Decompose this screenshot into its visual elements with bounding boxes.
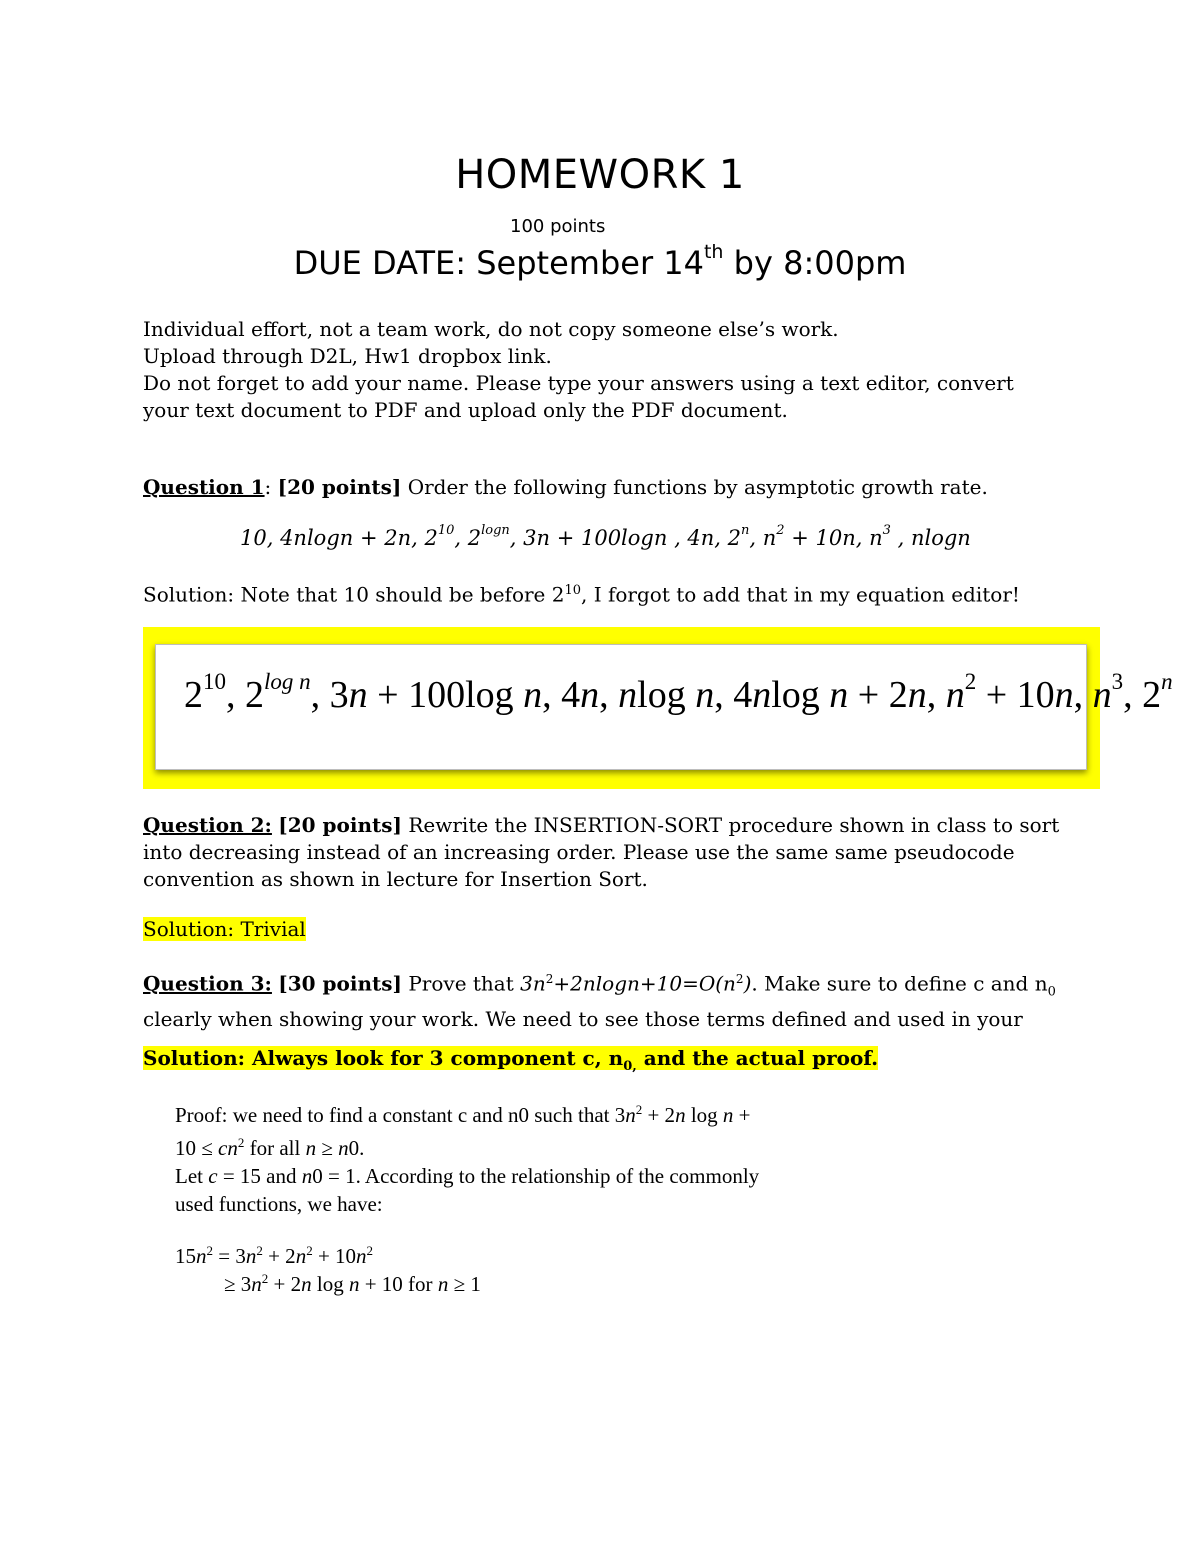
question-label: Question 1 [143, 475, 265, 499]
proof-line: $10 \le cn^2$ for all n ≥ n0. [175, 1135, 365, 1160]
question-points: [20 points] [277, 475, 402, 499]
question-points: [20 points] [278, 813, 402, 837]
document-title: HOMEWORK 1 [455, 152, 745, 198]
proof-line: used functions, we have: [175, 1192, 383, 1216]
question-1-solution-note: Solution: Note that 10 should be before $2^{10}$, I forgot to add that in my equation editor! [143, 582, 1020, 607]
question-3: Question 3: [30 points] Prove that $3n^2+2nlogn+10=O(n^2)$. Make sure to define c and $n_0$ clearly when showing your work. We need to see those terms defined and used in your [143, 971, 1056, 1031]
total-points: 100 points [510, 216, 606, 237]
question-label: Question 2: [143, 813, 272, 837]
question-points: [30 points] [278, 971, 402, 996]
question-2-solution: Solution: Trivial [143, 917, 306, 941]
answer-equation: $2^{10}$, $2^{log n}$, 3n + 100log n, 4n, nlog n, 4nlog n + 2n, $n^2 + 10n$, $n^3$, 2$^n$ [184, 669, 1173, 716]
instructions [143, 316, 1063, 424]
instruction-line: Individual effort, not a team work, do not copy someone else’s work. [143, 317, 839, 341]
question-text: Rewrite the INSERTION-SORT procedure shown in class to sort into decreasing instead of an increasing order. Please use the same same pseudocode convention as shown in lecture for Insertion Sort. [143, 813, 1060, 891]
question-label: Question 3: [143, 971, 272, 996]
question-3-solution: Solution: Always look for 3 component c, $n_{0,}$ and the actual proof. [143, 1046, 879, 1074]
proof-line: Proof: we need to find a constant c and n0 such that $3n^2 + 2n$ log n + [175, 1102, 751, 1127]
proof-line: Let c = 15 and n0 = 1. According to the relationship of the commonly [175, 1164, 760, 1188]
question-1: Question 1: [20 points] Order the following functions by asymptotic growth rate. [143, 475, 988, 499]
function-list: 10, 4nlogn + 2n, $2^{10}$, $2^{logn}$, 3n + 100logn , 4n, 2$^n$, $n^2 + 10n$, $n^3$ , nlogn [240, 523, 971, 550]
proof-equation-1: $15n^2 = 3n^2 + 2n^2 + 10n^2$ [175, 1243, 374, 1268]
instruction-line: Upload through D2L, Hw1 dropbox link. [143, 344, 552, 368]
proof-text [175, 1096, 895, 1218]
due-date: DUE DATE: September 14th by 8:00pm [293, 241, 907, 282]
answer-image [155, 644, 1173, 770]
question-2 [143, 812, 1063, 893]
question-text: Order the following functions by asymptotic growth rate. [401, 475, 988, 499]
proof-equation-2: ≥ $3n^2 + 2n$ log n + 10 for n ≥ 1 [224, 1271, 481, 1296]
instruction-line: Do not forget to add your name. Please type your answers using a text editor, convert your text document to PDF and upload only the PDF document. [143, 371, 1014, 422]
